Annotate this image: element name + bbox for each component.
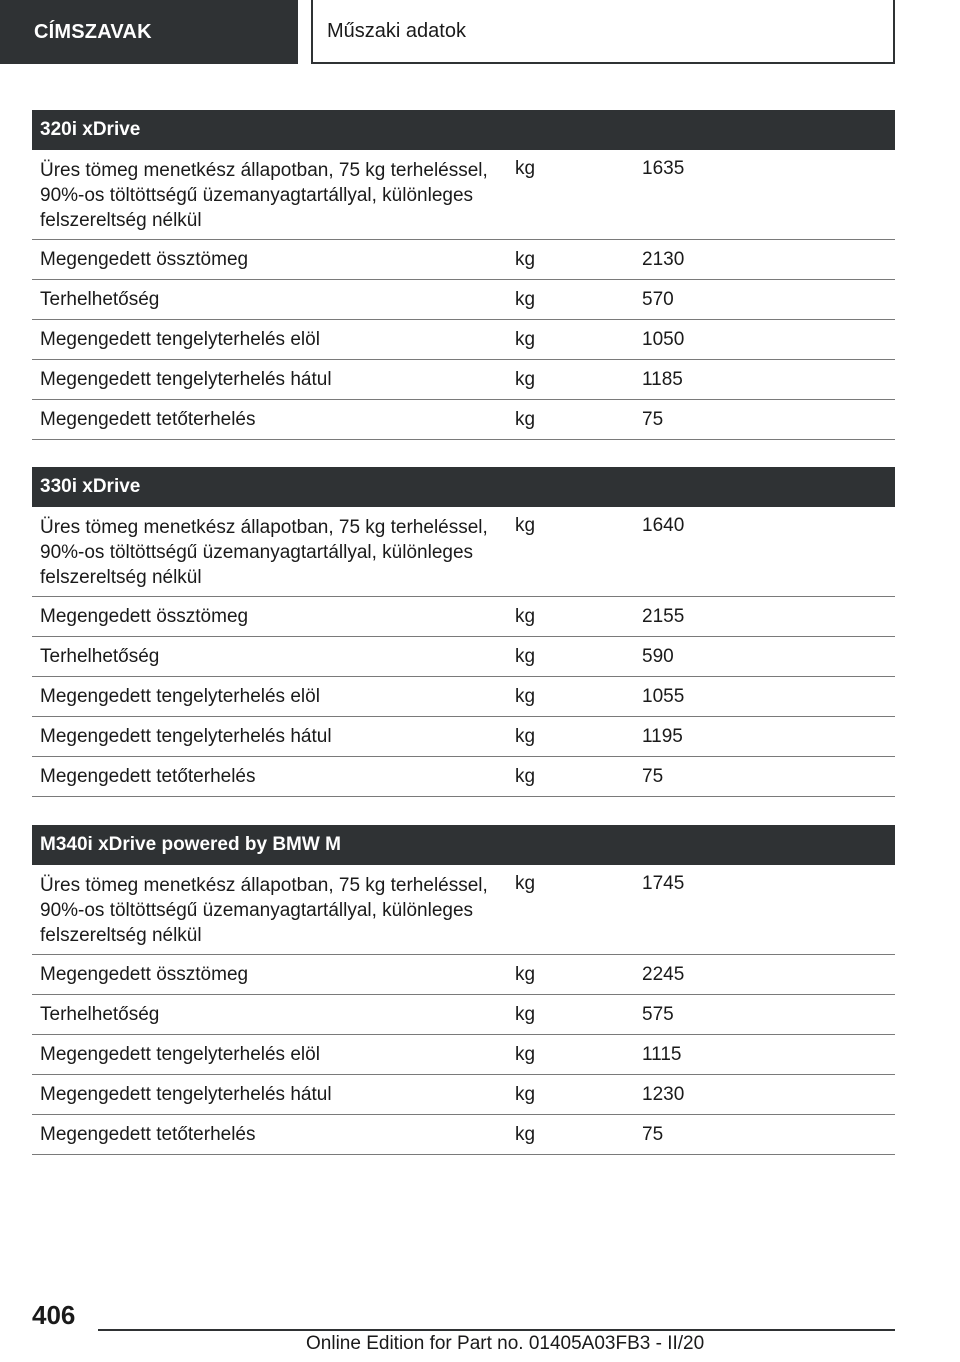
row-unit: kg <box>506 1004 634 1026</box>
row-value: 1635 <box>642 158 685 179</box>
table-row <box>32 1115 895 1155</box>
row-label: Megengedett össztömeg <box>40 249 249 270</box>
row-unit: kg <box>506 964 634 986</box>
row-value: 1185 <box>642 368 683 390</box>
table-title: M340i xDrive powered by BMW M <box>32 825 895 865</box>
row-label: Megengedett tengelyterhelés hátul <box>40 369 332 390</box>
row-value: 2130 <box>642 248 685 270</box>
row-value: 75 <box>642 408 664 430</box>
row-unit: kg <box>506 646 634 668</box>
row-unit: kg <box>506 606 634 628</box>
row-label: Megengedett tetőterhelés <box>40 766 256 787</box>
row-label: Üres tömeg menetkész állapotban, 75 kg terheléssel, 90%-os töltöttségű üzemanyagtartállyal, különleges felszereltség nélkül <box>40 875 488 946</box>
row-label: Megengedett tengelyterhelés elöl <box>40 1044 320 1065</box>
row-value: 1050 <box>642 328 685 350</box>
row-value: 1115 <box>642 1043 682 1065</box>
row-label: Megengedett össztömeg <box>40 964 249 985</box>
row-label: Terhelhetőség <box>40 646 160 667</box>
table-row <box>32 717 895 757</box>
row-unit: kg <box>506 515 634 537</box>
row-label: Üres tömeg menetkész állapotban, 75 kg terheléssel, 90%-os töltöttségű üzemanyagtartállyal, különleges felszereltség nélkül <box>40 160 488 231</box>
row-value: 575 <box>642 1003 674 1025</box>
row-label: Megengedett tengelyterhelés hátul <box>40 726 332 747</box>
row-value: 1195 <box>642 725 683 747</box>
spec-table-m340i <box>32 825 895 1155</box>
spec-table-320i <box>32 110 895 440</box>
table-row <box>32 955 895 995</box>
row-value: 2155 <box>642 605 685 627</box>
row-label: Megengedett tetőterhelés <box>40 409 256 430</box>
row-value: 570 <box>642 288 674 310</box>
row-unit: kg <box>506 686 634 708</box>
footer-divider <box>98 1329 895 1331</box>
spec-table-330i <box>32 467 895 797</box>
row-value: 590 <box>642 645 674 667</box>
table-row <box>32 637 895 677</box>
table-row <box>32 320 895 360</box>
table-row <box>32 597 895 637</box>
table-title: 320i xDrive <box>32 110 895 150</box>
edition-footer: Online Edition for Part no. 01405A03FB3 - II/20 <box>306 1333 705 1354</box>
row-value: 75 <box>642 1123 664 1145</box>
row-unit: kg <box>506 726 634 748</box>
row-unit: kg <box>506 249 634 271</box>
row-unit: kg <box>506 1124 634 1146</box>
row-label: Üres tömeg menetkész állapotban, 75 kg terheléssel, 90%-os töltöttségű üzemanyagtartállyal, különleges felszereltség nélkül <box>40 517 488 588</box>
table-row <box>32 757 895 797</box>
section-tab[interactable]: CÍMSZAVAK <box>0 0 298 64</box>
table-row <box>32 865 895 955</box>
row-value: 2245 <box>642 963 685 985</box>
chapter-tab: Műszaki adatok <box>311 0 895 64</box>
row-label: Megengedett össztömeg <box>40 606 249 627</box>
table-row <box>32 995 895 1035</box>
row-unit: kg <box>506 766 634 788</box>
row-unit: kg <box>506 329 634 351</box>
row-unit: kg <box>506 289 634 311</box>
table-row <box>32 507 895 597</box>
row-value: 1230 <box>642 1083 685 1105</box>
row-label: Terhelhetőség <box>40 1004 160 1025</box>
row-value: 1055 <box>642 685 685 707</box>
row-unit: kg <box>506 873 634 895</box>
row-unit: kg <box>506 158 634 180</box>
row-unit: kg <box>506 1084 634 1106</box>
row-value: 1640 <box>642 515 685 536</box>
row-value: 1745 <box>642 873 685 894</box>
table-row <box>32 360 895 400</box>
row-unit: kg <box>506 369 634 391</box>
row-label: Megengedett tengelyterhelés elöl <box>40 686 320 707</box>
table-row <box>32 1035 895 1075</box>
table-row <box>32 677 895 717</box>
row-label: Terhelhetőség <box>40 289 160 310</box>
table-row <box>32 150 895 240</box>
table-row <box>32 1075 895 1115</box>
page-number: 406 <box>32 1300 76 1330</box>
table-row <box>32 280 895 320</box>
table-row <box>32 240 895 280</box>
row-value: 75 <box>642 765 664 787</box>
table-row <box>32 400 895 440</box>
row-unit: kg <box>506 1044 634 1066</box>
row-label: Megengedett tengelyterhelés hátul <box>40 1084 332 1105</box>
row-label: Megengedett tetőterhelés <box>40 1124 256 1145</box>
table-title: 330i xDrive <box>32 467 895 507</box>
row-label: Megengedett tengelyterhelés elöl <box>40 329 320 350</box>
row-unit: kg <box>506 409 634 431</box>
